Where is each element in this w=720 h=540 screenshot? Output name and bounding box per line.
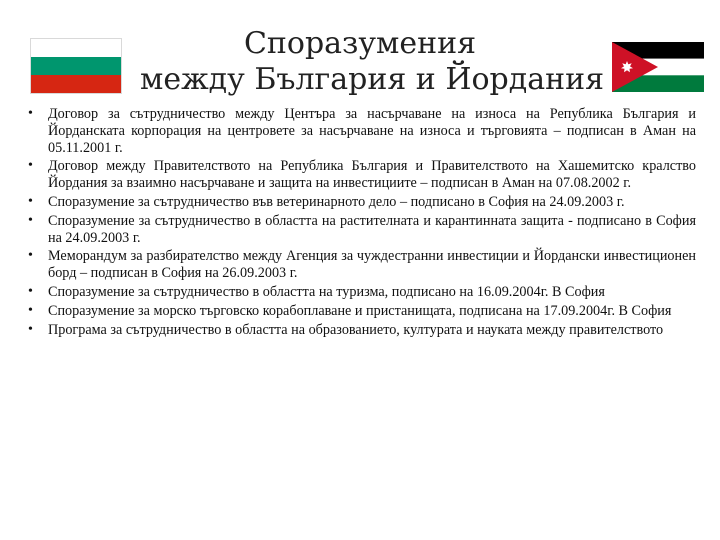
title-line-1: Споразумения <box>243 26 477 61</box>
bullet-icon: • <box>28 158 33 174</box>
list-item <box>28 194 696 211</box>
list-item-text: Договор между Правителството на Република България и Правителството на Хашемитско кралство Йордания за взаимно насърчаване и защита на инвестициите – подписан в Аман на 07.08.2002 г. <box>48 158 696 192</box>
list-item-text: Програма за сътрудничество в областта на образованието, културата и науката между правителството <box>48 321 664 338</box>
bullet-icon: • <box>28 248 33 264</box>
bullet-icon: • <box>28 193 33 209</box>
list-item <box>28 322 696 339</box>
bullet-icon: • <box>28 106 33 121</box>
flag-stripe-green <box>31 57 121 75</box>
bulgaria-flag-icon <box>30 38 122 94</box>
list-item-text: Споразумение за сътрудничество в областта на растителната и карантинната защита - подписано в София на 24.09.2003 г. <box>48 212 696 246</box>
bullet-icon: • <box>28 302 33 318</box>
list-item <box>28 248 696 282</box>
list-item-text: Меморандум за разбирателство между Агенция за чуждестранни инвестиции и Йордански инвестиционен борд – подписан в София на 26.09.2003 г. <box>48 248 696 282</box>
title-line-2: между България и Йордания <box>140 62 605 97</box>
bullet-icon: • <box>28 321 33 337</box>
flag-stripe-red <box>31 75 121 93</box>
list-item-text: Споразумение за сътрудничество в областта на туризма, подписано на 16.09.2004г. В София <box>48 283 605 300</box>
list-item <box>28 106 696 156</box>
bullet-icon: • <box>28 212 33 228</box>
list-item-text: Споразумение за сътрудничество във ветеринарното дело – подписано в София на 24.09.2003 г. <box>48 193 625 210</box>
list-item-text: Споразумение за морско търговско корабоплаване и пристанищата, подписана на 17.09.2004г. В София <box>48 302 672 319</box>
bullet-icon: • <box>28 283 33 299</box>
slide-title <box>140 26 605 98</box>
list-item <box>28 303 696 320</box>
agreements-list <box>28 106 696 340</box>
flag-stripe-white <box>31 39 121 57</box>
jordan-flag-icon <box>612 42 704 92</box>
list-item <box>28 158 696 192</box>
list-item-text: Договор за сътрудничество между Центъра за насърчаване на износа на Република България и Йорданската корпорация на центровете за насърчаване на износа и търговията – подписан в Аман на 05.11.2001 г. <box>48 106 696 156</box>
list-item <box>28 284 696 301</box>
list-item <box>28 213 696 247</box>
